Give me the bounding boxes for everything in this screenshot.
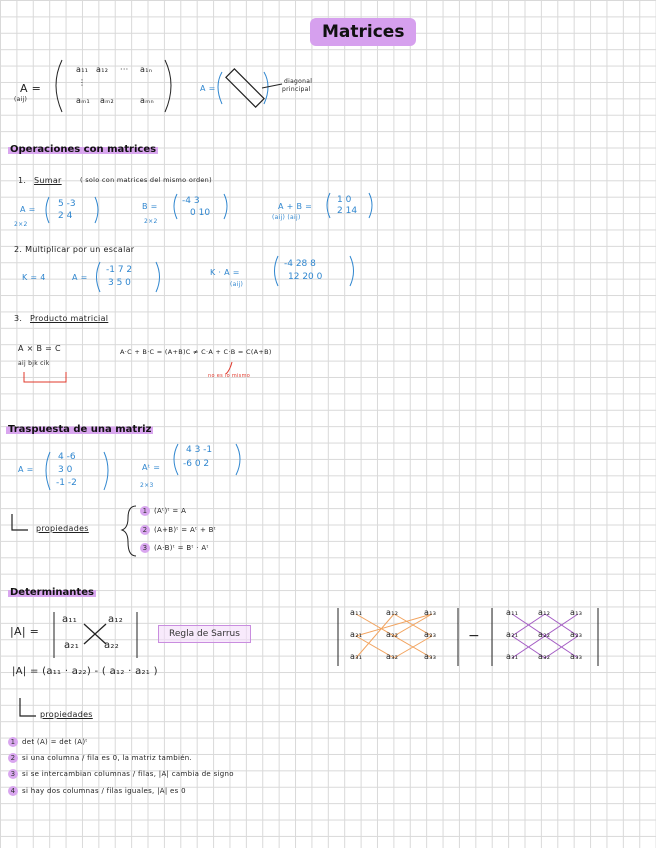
page-title: Matrices <box>310 18 416 46</box>
transpose-prop-3 <box>140 543 209 553</box>
sum-a-label: A = <box>20 205 36 214</box>
sr-a21: a₂₁ <box>506 630 519 639</box>
sum-b-left-paren <box>174 194 177 219</box>
sum-b-label: B = <box>142 202 158 211</box>
scalar-a-row-2: 3 5 0 <box>108 278 131 288</box>
transpose-a-right-paren <box>104 452 108 490</box>
diag-lhs: A = <box>200 84 216 93</box>
scalar-res-sub: (aij) <box>230 281 244 288</box>
sum-res-sub: (aij) (aij) <box>272 214 301 221</box>
sr-a22: a₂₂ <box>538 630 551 639</box>
sr-a32: a₃₂ <box>538 652 551 661</box>
det-a11: a₁₁ <box>62 614 78 625</box>
product-note: no es lo mismo <box>208 373 251 379</box>
det-prop-2 <box>8 753 192 763</box>
det-prop-2-num: 2 <box>8 753 18 763</box>
scalar-res-row-1: -4 28 8 <box>284 259 316 269</box>
sum-note: ( solo con matrices del mismo orden) <box>80 176 212 184</box>
product-expr: A × B = C <box>18 344 61 353</box>
def-a11: a₁₁ <box>76 65 89 74</box>
definition-left-paren <box>56 60 62 112</box>
det-props-label: propiedades <box>40 710 93 719</box>
sl-a23: a₂₃ <box>424 630 437 639</box>
transpose-a-row-1: 4 -6 <box>58 452 76 462</box>
transpose-prop-3-num: 3 <box>140 543 150 553</box>
transpose-props-arrow <box>12 514 28 530</box>
definition-lhs: A = <box>20 82 42 95</box>
det-prop-2-text: si una columna / fila es 0, la matriz también. <box>22 754 193 762</box>
sum-res-label: A + B = <box>278 202 313 211</box>
sum-res-right-paren <box>369 193 372 218</box>
transpose-a-left-paren <box>46 452 50 490</box>
transpose-props-label: propiedades <box>36 524 89 533</box>
product-dims-bracket <box>24 372 66 382</box>
det-prop-3 <box>8 769 234 779</box>
sl-a21: a₂₁ <box>350 630 363 639</box>
transpose-prop-1 <box>140 506 186 516</box>
sr-a12: a₁₂ <box>538 608 551 617</box>
sr-a11: a₁₁ <box>506 608 519 617</box>
sl-a13: a₁₃ <box>424 608 437 617</box>
def-a12: a₁₂ <box>96 65 109 74</box>
sr-a13: a₁₃ <box>570 608 583 617</box>
diag-left-paren <box>218 72 222 104</box>
sl-a31: a₃₁ <box>350 652 363 661</box>
sum-res-row-2: 2 14 <box>337 206 358 216</box>
transpose-prop-1-num: 1 <box>140 506 150 516</box>
scalar-title: 2. Multiplicar por un escalar <box>14 245 135 254</box>
sum-res-row-1: 1 0 <box>337 195 352 205</box>
determinants-heading: Determinantes <box>10 587 94 598</box>
det-a21: a₂₁ <box>64 640 80 651</box>
sl-a11: a₁₁ <box>350 608 363 617</box>
transpose-prop-2-num: 2 <box>140 525 150 535</box>
def-am1: aₘ₁ <box>76 96 90 105</box>
product-num: 3. <box>14 314 23 323</box>
det-props-arrow <box>20 698 36 716</box>
def-vdots: ⋮ <box>78 78 87 87</box>
transpose-prop-1-text: (Aᵗ)ᵗ = A <box>154 507 187 515</box>
det-formula: |A| = (a₁₁ · a₂₂) - ( a₁₂ · a₂₁ ) <box>12 666 158 677</box>
det-prop-1-num: 1 <box>8 737 18 747</box>
scalar-a-label: A = <box>72 273 88 282</box>
transpose-at-right-paren <box>236 444 240 475</box>
det-prop-1 <box>8 737 88 747</box>
sum-res-left-paren <box>327 193 330 218</box>
sl-a33: a₃₃ <box>424 652 437 661</box>
def-dots: ··· <box>120 65 129 74</box>
diagonal-box <box>226 69 264 107</box>
transpose-a-row-2: 3 0 <box>58 465 73 475</box>
transpose-a-row-3: -1 -2 <box>56 478 77 488</box>
sarrus-minus: − <box>468 628 481 644</box>
det-prop-3-text: si se intercambian columnas / filas, |A| cambia de signo <box>22 770 234 778</box>
sr-a31: a₃₁ <box>506 652 519 661</box>
scalar-k: K = 4 <box>22 273 46 282</box>
det-prop-1-text: det (A) = det (A)ᵗ <box>22 738 88 746</box>
sum-a-row-1: 5 -3 <box>58 199 76 209</box>
det-prop-4-text: si hay dos columnas / filas iguales, |A| es 0 <box>22 787 186 795</box>
transpose-prop-2 <box>140 525 216 535</box>
det-prop-4-num: 4 <box>8 786 18 796</box>
det-lhs: |A| = <box>10 625 40 638</box>
product-identity: A·C + B·C = (A+B)C ≠ C·A + C·B = C(A+B) <box>120 348 272 356</box>
scalar-res-label: K · A = <box>210 268 240 277</box>
sarrus-label: Regla de Sarrus <box>158 625 251 643</box>
sum-b-sub: 2×2 <box>144 218 158 225</box>
transpose-at-label: Aᵗ = <box>142 463 161 472</box>
diag-pointer <box>262 84 282 88</box>
transpose-at-row-2: -6 0 2 <box>183 459 210 469</box>
scalar-res-row-2: 12 20 0 <box>288 272 323 282</box>
sum-a-right-paren <box>95 197 98 223</box>
sum-title: Sumar <box>34 176 62 185</box>
sum-b-right-paren <box>224 194 227 219</box>
product-title: Producto matricial <box>30 314 109 323</box>
sl-a32: a₃₂ <box>386 652 399 661</box>
sum-a-row-2: 2 4 <box>58 211 73 221</box>
scalar-a-right-paren <box>156 262 160 292</box>
diag-label-2: principal <box>282 86 311 93</box>
sum-b-row-1: -4 3 <box>182 196 200 206</box>
transpose-prop-2-text: (A+B)ᵗ = Aᵗ + Bᵗ <box>154 526 217 534</box>
transpose-at-row-1: 4 3 -1 <box>186 445 213 455</box>
definition-lhs-sub: (aij) <box>14 96 28 103</box>
def-am2: aₘ₂ <box>100 96 114 105</box>
product-dims: aij bjk cik <box>18 360 50 367</box>
scalar-a-left-paren <box>97 262 101 292</box>
transpose-at-sub: 2×3 <box>140 482 154 489</box>
sl-a12: a₁₂ <box>386 608 399 617</box>
sum-num: 1. <box>18 176 27 185</box>
transpose-prop-3-text: (A·B)ᵗ = Bᵗ · Aᵗ <box>154 544 209 552</box>
sr-a23: a₂₃ <box>570 630 583 639</box>
transpose-a-label: A = <box>18 465 34 474</box>
definition-right-paren <box>165 60 171 112</box>
det-a22: a₂₂ <box>104 640 120 651</box>
transpose-at-left-paren <box>174 444 178 475</box>
transpose-props-brace <box>122 506 136 556</box>
def-amn: aₘₙ <box>140 96 154 105</box>
sr-a33: a₃₃ <box>570 652 583 661</box>
det-a12: a₁₂ <box>108 614 124 625</box>
sum-a-sub: 2×2 <box>14 221 28 228</box>
scalar-a-row-1: -1 7 2 <box>106 265 133 275</box>
scalar-res-left-paren <box>275 256 279 286</box>
det-prop-3-num: 3 <box>8 769 18 779</box>
sl-a22: a₂₂ <box>386 630 399 639</box>
diag-label-1: diagonal <box>284 78 313 85</box>
det-prop-4 <box>8 786 186 796</box>
operations-heading: Operaciones con matrices <box>10 144 157 155</box>
transpose-heading: Traspuesta de una matriz <box>8 424 152 435</box>
scalar-res-right-paren <box>350 256 354 286</box>
def-a1n: a₁ₙ <box>140 65 153 74</box>
diag-right-paren <box>264 72 268 104</box>
sum-b-row-2: 0 10 <box>190 208 211 218</box>
sum-a-left-paren <box>46 197 49 223</box>
